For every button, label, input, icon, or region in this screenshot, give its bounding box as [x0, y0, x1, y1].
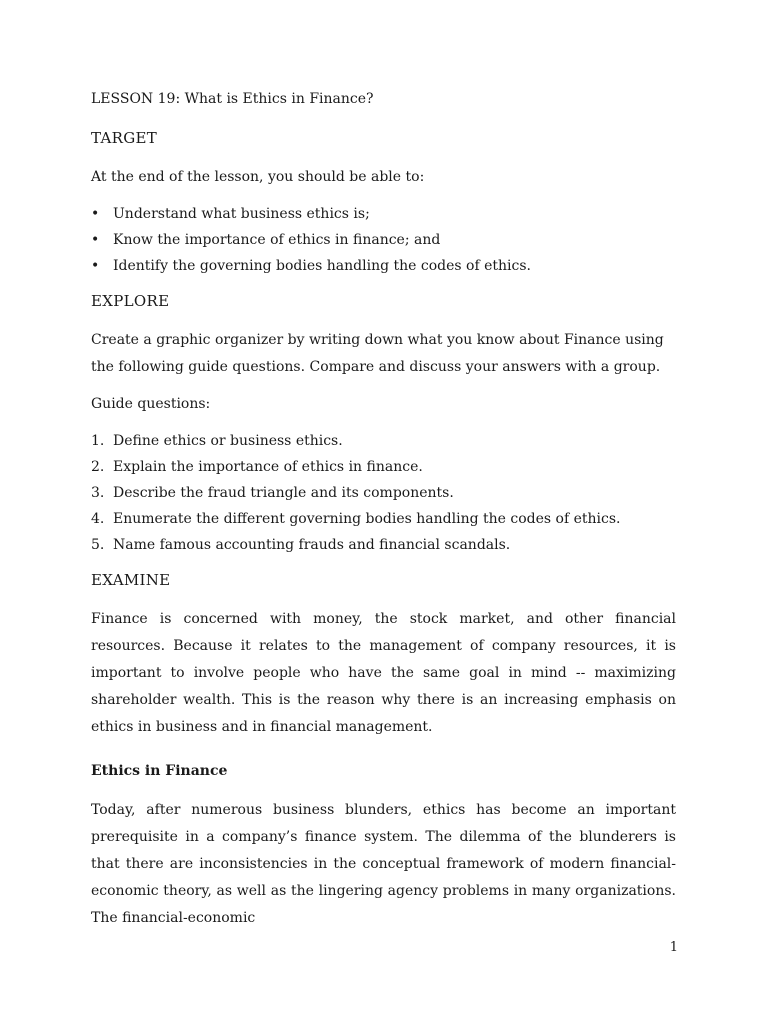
list-item: • Identify the governing bodies handling the codes of ethics.	[91, 253, 676, 279]
ethics-in-finance-heading: Ethics in Finance	[91, 763, 228, 779]
list-item: • Understand what business ethics is;	[91, 201, 676, 227]
question-number: 4.	[91, 511, 105, 527]
question-text: Explain the importance of ethics in finance.	[113, 459, 423, 475]
examine-paragraph: Finance is concerned with money, the stock market, and other financial resources. Because it relates to the management of company resources, it is important to involve people who have the same goal in mind -- maximizing shareholder wealth. This is the reason why there is an increasing emphasis on ethics in business and in financial management.	[91, 611, 676, 735]
question-number: 1.	[91, 433, 105, 449]
question-number: 2.	[91, 459, 105, 475]
page-content	[91, 88, 676, 942]
ethics-in-finance-paragraph: Today, after numerous business blunders, ethics has become an important prerequisite in a company’s finance system. The dilemma of the blunderers is that there are inconsistencies in the conceptual framework of modern financial-economic theory, as well as the lingering agency problems in many organizations. The financial-economic	[91, 802, 676, 926]
target-bullet-list	[91, 201, 676, 279]
list-item	[91, 506, 676, 532]
examine-heading: EXAMINE	[91, 571, 171, 589]
guide-question-list	[91, 428, 676, 558]
target-heading: TARGET	[91, 129, 158, 147]
question-text: Define ethics or business ethics.	[113, 433, 343, 449]
question-number: 5.	[91, 537, 105, 553]
page-number: 1	[669, 940, 678, 955]
target-intro: At the end of the lesson, you should be able to:	[91, 169, 425, 185]
list-item	[91, 454, 676, 480]
explore-paragraph: Create a graphic organizer by writing down what you know about Finance using the following guide questions. Compare and discuss your answers with a group.	[91, 332, 664, 375]
list-item	[91, 532, 676, 558]
guide-questions-label: Guide questions:	[91, 396, 211, 412]
lesson-title: LESSON 19: What is Ethics in Finance?	[91, 91, 374, 107]
list-item: • Know the importance of ethics in finance; and	[91, 227, 676, 253]
question-text: Name famous accounting frauds and financial scandals.	[113, 537, 511, 553]
list-item	[91, 480, 676, 506]
question-text: Describe the fraud triangle and its components.	[113, 485, 454, 501]
explore-heading: EXPLORE	[91, 292, 170, 310]
question-text: Enumerate the different governing bodies handling the codes of ethics.	[113, 511, 621, 527]
list-item	[91, 428, 676, 454]
question-number: 3.	[91, 485, 105, 501]
